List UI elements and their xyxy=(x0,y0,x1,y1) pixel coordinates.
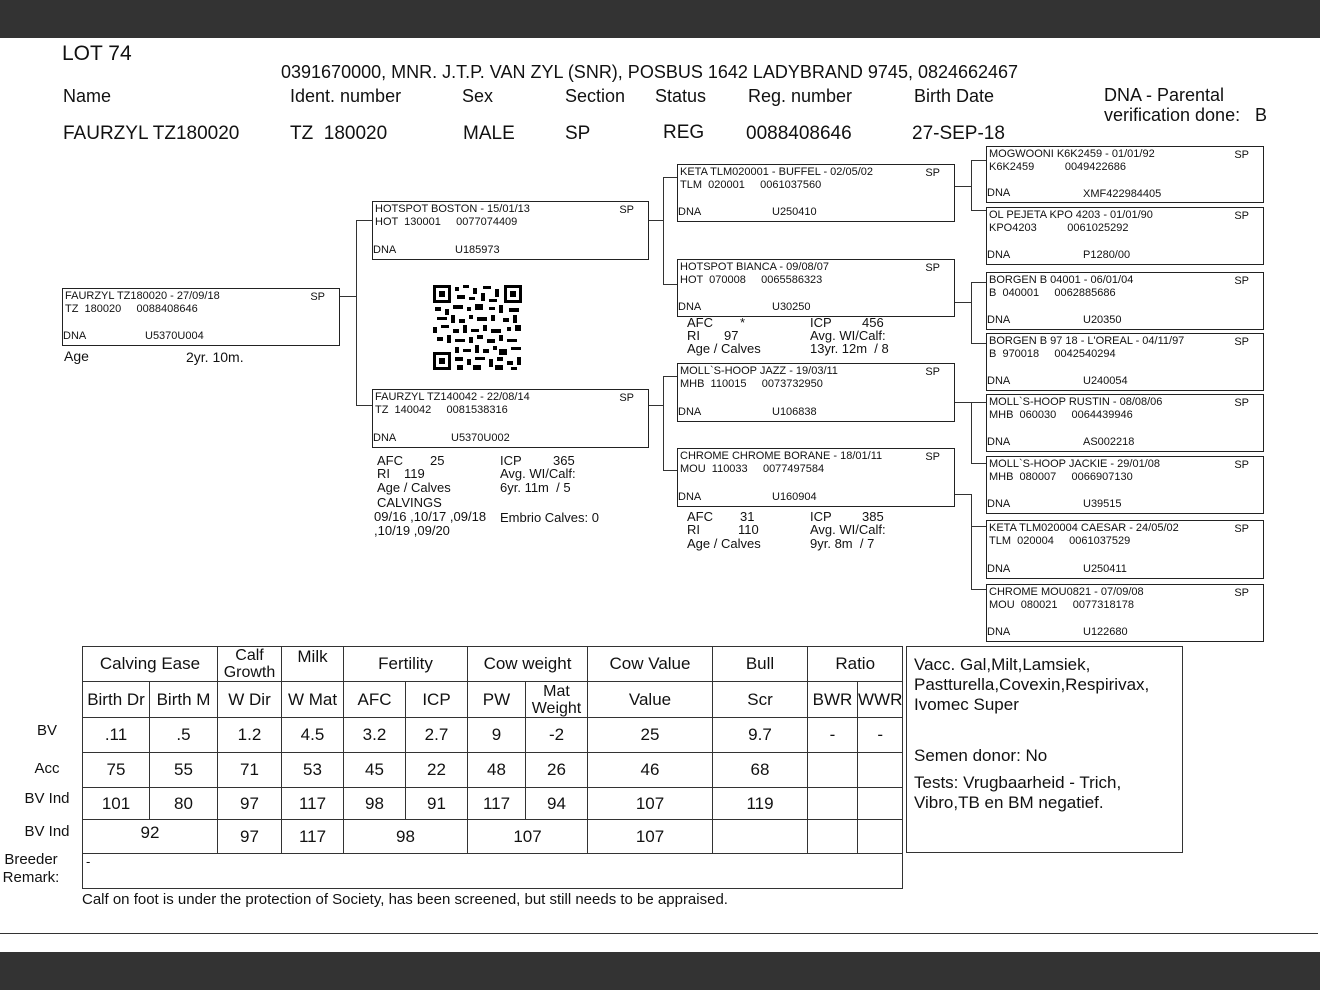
connector xyxy=(954,494,972,495)
tests: Tests: Vrugbaarheid - Trich, Vibro,TB en BM negatief. xyxy=(914,773,1122,812)
bvind-cell: 91 xyxy=(406,788,468,820)
ss-section: SP xyxy=(925,167,940,179)
dam-title: FAURZYL TZ140042 - 22/08/14 xyxy=(375,391,530,403)
pedigree-gg-box-4 xyxy=(986,333,1264,391)
g1-dna: XMF422984405 xyxy=(1083,188,1162,200)
top-bar xyxy=(0,0,1320,38)
ss-dna-label: DNA xyxy=(678,206,702,218)
dd-section: SP xyxy=(925,451,940,463)
col-header: BWR xyxy=(808,682,858,718)
g3-ident: B 040001 0062885686 xyxy=(989,287,1116,299)
group-milk: Milk xyxy=(282,647,344,682)
dam-afc: 25 xyxy=(430,453,445,468)
bvind2-calf-growth: 97 xyxy=(218,820,282,854)
dd-age: 9yr. 8m / 7 xyxy=(810,536,875,551)
dam-dna: U5370U002 xyxy=(451,432,510,444)
col-header: Mat Weight xyxy=(526,682,588,718)
bv-cell: 3.2 xyxy=(344,718,406,753)
acc-cell: 71 xyxy=(218,753,282,788)
animal-age-label: Age xyxy=(64,348,89,364)
g2-dna-label: DNA xyxy=(987,249,1011,261)
acc-cell: 46 xyxy=(588,753,713,788)
bv-cell: 4.5 xyxy=(282,718,344,753)
g4-dna: U240054 xyxy=(1083,375,1128,387)
connector xyxy=(971,402,987,403)
breeding-values-table xyxy=(82,646,903,889)
connector xyxy=(356,220,357,406)
dd-title: CHROME CHROME BORANE - 18/01/11 xyxy=(680,450,883,462)
pedigree-gg-box-8 xyxy=(986,584,1264,642)
connector xyxy=(356,220,372,221)
col-header: ICP xyxy=(406,682,468,718)
connector xyxy=(356,405,372,406)
g4-section: SP xyxy=(1234,336,1249,348)
dd-afc: 31 xyxy=(740,509,755,524)
g5-dna: AS002218 xyxy=(1083,436,1135,448)
g6-title: MOLL`S-HOOP JACKIE - 29/01/08 xyxy=(989,458,1160,470)
dam-afc-label: AFC xyxy=(377,453,403,468)
acc-cell: 26 xyxy=(526,753,588,788)
sire-dna-label: DNA xyxy=(373,244,397,256)
value-status: REG xyxy=(663,122,705,143)
g7-dna-label: DNA xyxy=(987,563,1011,575)
g3-dna: U20350 xyxy=(1083,314,1122,326)
row-label-remark: Breeder Remark: xyxy=(2,851,60,886)
g6-dna-label: DNA xyxy=(987,498,1011,510)
dam-wi-label: Avg. WI/Calf: xyxy=(500,466,576,481)
connector xyxy=(663,284,677,285)
dd-age-label: Age / Calves xyxy=(687,536,761,551)
g8-title: CHROME MOU0821 - 07/09/08 xyxy=(989,586,1144,598)
dd-ident: MOU 110033 0077497584 xyxy=(680,463,825,475)
connector xyxy=(971,526,987,527)
dd-afc-label: AFC xyxy=(687,509,713,524)
bvind2-fertility: 98 xyxy=(344,820,468,854)
connector xyxy=(954,402,972,403)
row-label-acc: Acc xyxy=(34,760,60,777)
connector xyxy=(971,282,972,344)
col-header: W Dir xyxy=(218,682,282,718)
sd-icp-label: ICP xyxy=(810,315,832,330)
sire-ident: HOT 130001 0077074409 xyxy=(375,216,518,228)
dd-icp: 385 xyxy=(862,509,884,524)
label-reg: Reg. number xyxy=(748,86,853,106)
notes-panel xyxy=(906,646,1183,853)
bv-cell: 9.7 xyxy=(713,718,808,753)
g5-ident: MHB 060030 0064439946 xyxy=(989,409,1133,421)
dd-ri: 110 xyxy=(738,522,759,537)
animal-section: SP xyxy=(310,291,325,303)
g6-ident: MHB 080007 0066907130 xyxy=(989,471,1133,483)
row-label-bv: BV xyxy=(36,722,57,739)
pedigree-dam-sire-box xyxy=(677,363,955,422)
g8-dna-label: DNA xyxy=(987,626,1011,638)
acc-cell: 22 xyxy=(406,753,468,788)
bv-cell: -2 xyxy=(526,718,588,753)
bvind-cell: 80 xyxy=(150,788,218,820)
connector xyxy=(663,376,664,471)
g2-dna: P1280/00 xyxy=(1083,249,1131,261)
dam-embrio-calves: Embrio Calves: 0 xyxy=(500,510,599,525)
col-header: Value xyxy=(588,682,713,718)
dam-ident: TZ 140042 0081538316 xyxy=(375,404,508,416)
semen-donor: Semen donor: No xyxy=(914,746,1048,765)
col-header: AFC xyxy=(344,682,406,718)
bvind-cell: 98 xyxy=(344,788,406,820)
connector xyxy=(663,177,677,178)
g3-section: SP xyxy=(1234,275,1249,287)
g3-title: BORGEN B 04001 - 06/01/04 xyxy=(989,274,1134,286)
g1-title: MOGWOONI K6K2459 - 01/01/92 xyxy=(989,148,1155,160)
acc-cell: 53 xyxy=(282,753,344,788)
g5-title: MOLL`S-HOOP RUSTIN - 08/08/06 xyxy=(989,396,1163,408)
sd-afc-label: AFC xyxy=(687,315,713,330)
g5-section: SP xyxy=(1234,397,1249,409)
group-calf-growth: Calf Growth xyxy=(218,647,282,682)
bvind-cell: 97 xyxy=(218,788,282,820)
label-name: Name xyxy=(63,86,112,106)
g5-dna-label: DNA xyxy=(987,436,1011,448)
g2-section: SP xyxy=(1234,210,1249,222)
connector xyxy=(971,463,987,464)
g3-dna-label: DNA xyxy=(987,314,1011,326)
connector xyxy=(339,296,357,297)
page-bottom-rule xyxy=(0,933,1318,934)
g1-dna-label: DNA xyxy=(987,187,1011,199)
g4-title: BORGEN B 97 18 - L'OREAL - 04/11/97 xyxy=(989,335,1185,347)
dam-calvings-label: CALVINGS xyxy=(377,495,442,510)
dam-calvings-2: ,10/19 ,09/20 xyxy=(374,523,450,538)
value-name: FAURZYL TZ180020 xyxy=(63,123,240,144)
bv-cell: 2.7 xyxy=(406,718,468,753)
pedigree-gg-box-5 xyxy=(986,394,1264,452)
breeder-remark: - xyxy=(83,854,903,889)
footer-note: Calf on foot is under the protection of Society, has been screened, but still needs to be appraised. xyxy=(82,891,728,908)
value-dna-verification: B xyxy=(1255,105,1268,125)
dd-ri-label: RI xyxy=(687,522,700,537)
value-sex: MALE xyxy=(463,123,515,144)
bvind2-milk: 117 xyxy=(282,820,344,854)
acc-cell: 75 xyxy=(83,753,150,788)
pedigree-sire-sire-box xyxy=(677,164,955,222)
bvind2-calving-ease: 92 xyxy=(83,820,218,854)
connector xyxy=(971,343,987,344)
g7-dna: U250411 xyxy=(1083,563,1127,575)
acc-cell: 68 xyxy=(713,753,808,788)
label-sex: Sex xyxy=(462,86,494,106)
g1-section: SP xyxy=(1234,149,1249,161)
value-reg: 0088408646 xyxy=(746,123,852,144)
label-dna-verification: DNA - Parental verification done: xyxy=(1104,85,1241,125)
g8-dna: U122680 xyxy=(1083,626,1128,638)
pedigree-dam-box xyxy=(372,389,649,448)
g7-section: SP xyxy=(1234,523,1249,535)
dam-icp-label: ICP xyxy=(500,453,522,468)
connector xyxy=(648,220,664,221)
bottom-bar xyxy=(0,952,1320,990)
col-header: WWR xyxy=(858,682,903,718)
pedigree-gg-box-3 xyxy=(986,272,1264,330)
sd-age: 13yr. 12m / 8 xyxy=(810,341,889,356)
bvind-cell: 94 xyxy=(526,788,588,820)
bvind2-cow-value: 107 xyxy=(588,820,713,854)
col-header: W Mat xyxy=(282,682,344,718)
connector xyxy=(954,302,972,303)
ds-title: MOLL`S-HOOP JAZZ - 19/03/11 xyxy=(680,365,838,377)
row-label-bvind-2: BV Ind xyxy=(24,823,70,840)
bvind-cell xyxy=(858,788,903,820)
g4-ident: B 970018 0042540294 xyxy=(989,348,1116,360)
bv-cell: 25 xyxy=(588,718,713,753)
bv-cell: - xyxy=(858,718,903,753)
bvind-cell: 119 xyxy=(713,788,808,820)
dd-dna: U160904 xyxy=(772,491,817,503)
connector xyxy=(663,177,664,285)
bvind-cell: 117 xyxy=(282,788,344,820)
connector xyxy=(954,186,972,187)
animal-dna: U5370U004 xyxy=(145,330,204,342)
label-status: Status xyxy=(655,86,707,106)
col-header: PW xyxy=(468,682,526,718)
lot-number: LOT 74 xyxy=(62,42,132,65)
pedigree-sire-dam-box xyxy=(677,259,955,317)
col-header: Birth Dr xyxy=(83,682,150,718)
animal-age: 2yr. 10m. xyxy=(186,349,244,365)
dam-section: SP xyxy=(619,392,634,404)
dam-age-label: Age / Calves xyxy=(377,480,451,495)
ss-title: KETA TLM020001 - BUFFEL - 02/05/02 xyxy=(680,166,874,178)
ds-section: SP xyxy=(925,366,940,378)
connector xyxy=(971,160,987,161)
group-calving-ease: Calving Ease xyxy=(83,647,218,682)
acc-cell: 45 xyxy=(344,753,406,788)
col-header: Scr xyxy=(713,682,808,718)
bvind-cell: 107 xyxy=(588,788,713,820)
ss-dna: U250410 xyxy=(772,206,817,218)
sd-wi-label: Avg. WI/Calf: xyxy=(810,328,886,343)
group-ratio: Ratio xyxy=(808,647,903,682)
dam-age: 6yr. 11m / 5 xyxy=(500,480,571,495)
connector xyxy=(971,210,987,211)
pedigree-sire-box xyxy=(372,201,649,260)
pedigree-dam-dam-box xyxy=(677,448,955,507)
value-ident: TZ 180020 xyxy=(290,123,388,144)
group-bull: Bull xyxy=(713,647,808,682)
bv-cell: 1.2 xyxy=(218,718,282,753)
acc-cell xyxy=(808,753,858,788)
animal-dna-label: DNA xyxy=(63,330,87,342)
dam-ri-label: RI xyxy=(377,466,390,481)
dam-dna-label: DNA xyxy=(373,432,397,444)
bvind2-ratio-wwr xyxy=(858,820,903,854)
bvind2-ratio-bwr xyxy=(808,820,858,854)
dd-icp-label: ICP xyxy=(810,509,832,524)
g6-section: SP xyxy=(1234,459,1249,471)
g8-section: SP xyxy=(1234,587,1249,599)
bv-cell: .5 xyxy=(150,718,218,753)
sire-title: HOTSPOT BOSTON - 15/01/13 xyxy=(375,203,530,215)
g4-dna-label: DNA xyxy=(987,375,1011,387)
g1-ident: K6K2459 0049422686 xyxy=(989,161,1127,173)
sd-ri-label: RI xyxy=(687,328,700,343)
sd-icp: 456 xyxy=(862,315,884,330)
qr-code xyxy=(433,285,522,370)
sd-dna-label: DNA xyxy=(678,301,702,313)
vaccinations: Vacc. Gal,Milt,Lamsiek, Pastturella,Covexin,Respirivax, Ivomec Super xyxy=(914,655,1150,714)
group-cow-value: Cow Value xyxy=(588,647,713,682)
ds-ident: MHB 110015 0073732950 xyxy=(680,378,823,390)
pedigree-gg-box-7 xyxy=(986,520,1264,579)
dd-wi-label: Avg. WI/Calf: xyxy=(810,522,886,537)
bv-cell: - xyxy=(808,718,858,753)
connector xyxy=(663,376,677,377)
connector xyxy=(663,470,677,471)
value-birth: 27-SEP-18 xyxy=(912,123,1005,144)
connector xyxy=(971,589,987,590)
sire-section: SP xyxy=(619,204,634,216)
label-birth: Birth Date xyxy=(914,86,995,106)
bv-cell: 9 xyxy=(468,718,526,753)
pedigree-gg-box-2 xyxy=(986,207,1264,265)
group-cow-weight: Cow weight xyxy=(468,647,588,682)
acc-cell xyxy=(858,753,903,788)
g2-title: OL PEJETA KPO 4203 - 01/01/90 xyxy=(989,209,1153,221)
col-header: Birth M xyxy=(150,682,218,718)
pedigree-gg-box-1 xyxy=(986,146,1264,203)
dd-dna-label: DNA xyxy=(678,491,702,503)
sd-title: HOTSPOT BIANCA - 09/08/07 xyxy=(680,261,829,273)
dam-icp: 365 xyxy=(553,453,575,468)
ss-ident: TLM 020001 0061037560 xyxy=(680,179,822,191)
acc-cell: 48 xyxy=(468,753,526,788)
value-section: SP xyxy=(565,123,591,144)
sd-ident: HOT 070008 0065586323 xyxy=(680,274,823,286)
g6-dna: U39515 xyxy=(1083,498,1122,510)
bvind-cell: 101 xyxy=(83,788,150,820)
connector xyxy=(971,402,972,464)
sd-section: SP xyxy=(925,262,940,274)
g2-ident: KPO4203 0061025292 xyxy=(989,222,1129,234)
animal-ident: TZ 180020 0088408646 xyxy=(65,303,198,315)
bv-cell: .11 xyxy=(83,718,150,753)
g7-ident: TLM 020004 0061037529 xyxy=(989,535,1131,547)
g7-title: KETA TLM020004 CAESAR - 24/05/02 xyxy=(989,522,1179,534)
ds-dna-label: DNA xyxy=(678,406,702,418)
sd-age-label: Age / Calves xyxy=(687,341,761,356)
connector xyxy=(971,282,987,283)
label-section: Section xyxy=(565,86,626,106)
pedigree-animal-box xyxy=(62,288,340,346)
dam-ri: 119 xyxy=(404,466,425,481)
bvind2-bull xyxy=(713,820,808,854)
group-fertility: Fertility xyxy=(344,647,468,682)
row-label-bvind: BV Ind xyxy=(24,790,70,807)
sd-afc: * xyxy=(740,315,746,330)
sd-dna: U30250 xyxy=(772,301,811,313)
bvind-cell xyxy=(808,788,858,820)
sire-dna: U185973 xyxy=(455,244,500,256)
label-ident: Ident. number xyxy=(290,86,402,106)
acc-cell: 55 xyxy=(150,753,218,788)
pedigree-gg-box-6 xyxy=(986,456,1264,514)
owner-line: 0391670000, MNR. J.T.P. VAN ZYL (SNR), POSBUS 1642 LADYBRAND 9745, 0824662467 xyxy=(281,62,1019,82)
animal-title: FAURZYL TZ180020 - 27/09/18 xyxy=(65,290,220,302)
connector xyxy=(648,405,664,406)
connector xyxy=(971,494,972,590)
connector xyxy=(971,160,972,211)
bvind2-cow-weight: 107 xyxy=(468,820,588,854)
sd-ri: 97 xyxy=(724,328,739,343)
bvind-cell: 117 xyxy=(468,788,526,820)
ds-dna: U106838 xyxy=(772,406,817,418)
dam-calvings-1: 09/16 ,10/17 ,09/18 xyxy=(374,509,487,524)
g8-ident: MOU 080021 0077318178 xyxy=(989,599,1134,611)
